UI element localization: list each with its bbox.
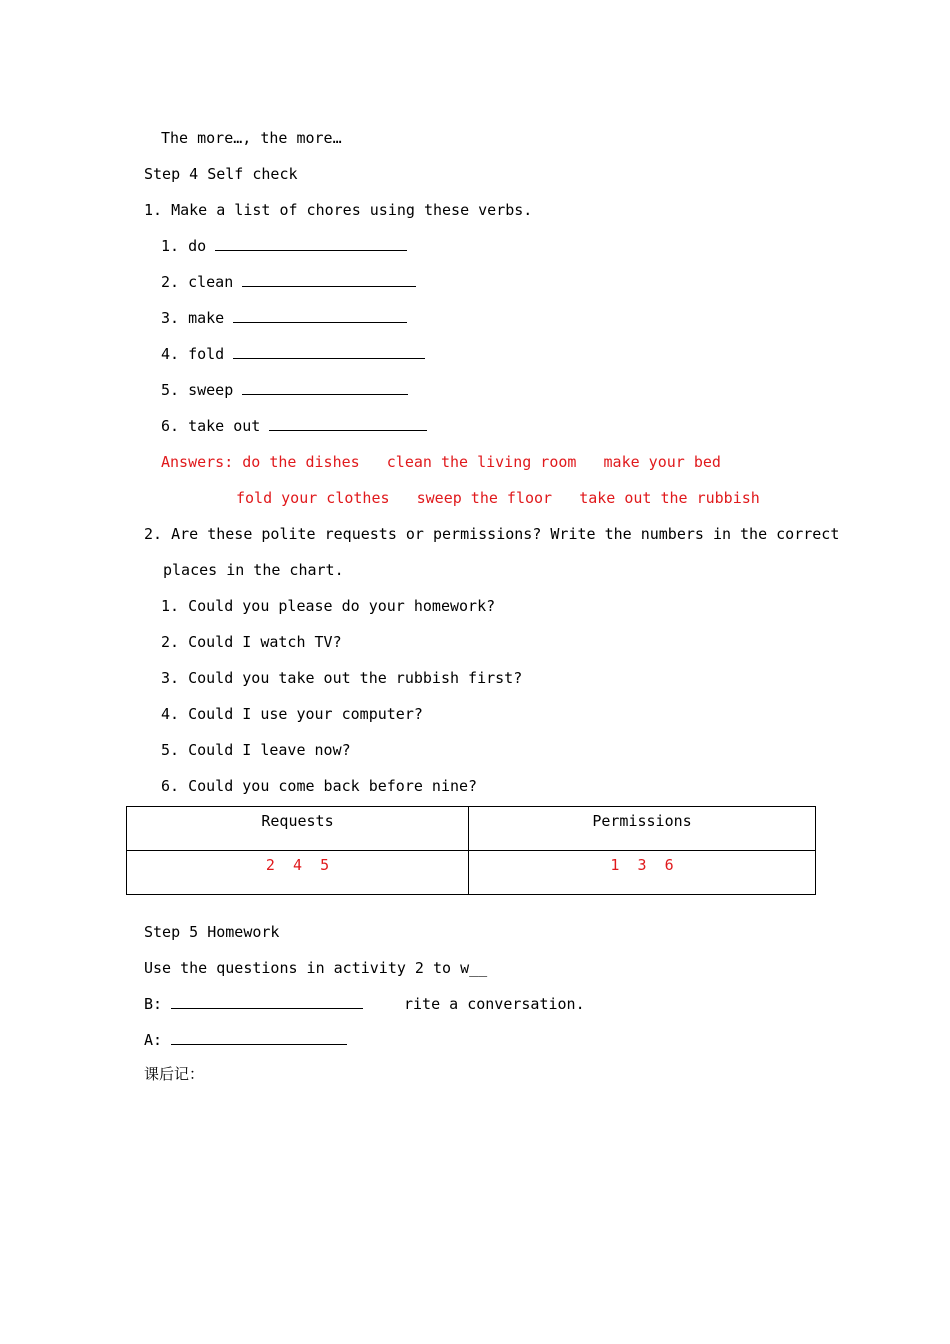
a-label: A: (144, 1031, 163, 1049)
header-permissions: Permissions (469, 807, 816, 851)
q2-item-5: 5. Could I leave now? (161, 741, 351, 759)
answer-3: make your bed (603, 453, 721, 471)
item-number: 2. (161, 273, 180, 291)
q2-item-3: 3. Could you take out the rubbish first? (161, 669, 523, 687)
answer-blank (233, 308, 407, 323)
q2-instruction-line1: 2. Are these polite requests or permissions? Write the numbers in the correct (144, 525, 840, 543)
chore-verb: take out (188, 417, 261, 435)
q2-item-6: 6. Could you come back before nine? (161, 777, 478, 795)
q2-item-2: 2. Could I watch TV? (161, 633, 342, 651)
chore-verb: clean (188, 273, 234, 291)
b-label: B: (144, 995, 163, 1013)
chore-verb: do (188, 237, 207, 255)
a-blank (171, 1030, 347, 1045)
requests-permissions-chart (126, 806, 816, 895)
chore-verb: sweep (188, 381, 234, 399)
answer-blank (242, 272, 416, 287)
item-number: 5. (161, 381, 180, 399)
answer-blank (233, 344, 425, 359)
intro-line: The more…, the more… (161, 129, 342, 147)
chore-verb: make (188, 309, 225, 327)
chore-item-5 (161, 380, 408, 400)
q2-item-1: 1. Could you please do your homework? (161, 597, 496, 615)
item-number: 3. (161, 309, 180, 327)
b-blank (171, 994, 363, 1009)
chore-item-6 (161, 416, 427, 436)
answer-6: take out the rubbish (579, 489, 760, 507)
permissions-answer: 1 3 6 (469, 851, 816, 895)
item-number: 4. (161, 345, 180, 363)
chart-header-row (127, 807, 816, 851)
homework-line: Use the questions in activity 2 to w__ (144, 959, 488, 977)
answer-5: sweep the floor (416, 489, 553, 507)
chore-item-3 (161, 308, 407, 328)
q2-item-4: 4. Could I use your computer? (161, 705, 423, 723)
answers-row-1 (161, 452, 721, 472)
chart-answer-row (127, 851, 816, 895)
q1-instruction: 1. Make a list of chores using these verbs. (144, 201, 533, 219)
answers-row-2 (236, 488, 760, 508)
a-line (144, 1030, 347, 1050)
chore-item-2 (161, 272, 416, 292)
chore-item-1 (161, 236, 407, 256)
b-line (144, 994, 363, 1014)
chore-verb: fold (188, 345, 225, 363)
q2-instruction-line2: places in the chart. (163, 561, 344, 579)
b-line-tail: rite a conversation. (404, 995, 585, 1013)
header-requests: Requests (127, 807, 469, 851)
item-number: 1. (161, 237, 180, 255)
answer-1: do the dishes (242, 453, 360, 471)
answers-label: Answers: (161, 453, 234, 471)
step4-title: Step 4 Self check (144, 165, 298, 183)
answer-blank (269, 416, 427, 431)
chore-item-4 (161, 344, 425, 364)
answer-2: clean the living room (386, 453, 577, 471)
notes-label: 课后记： (144, 1065, 205, 1083)
answer-blank (242, 380, 408, 395)
step5-title: Step 5 Homework (144, 923, 280, 941)
item-number: 6. (161, 417, 180, 435)
requests-answer: 2 4 5 (127, 851, 469, 895)
answer-4: fold your clothes (236, 489, 390, 507)
answer-blank (215, 236, 407, 251)
